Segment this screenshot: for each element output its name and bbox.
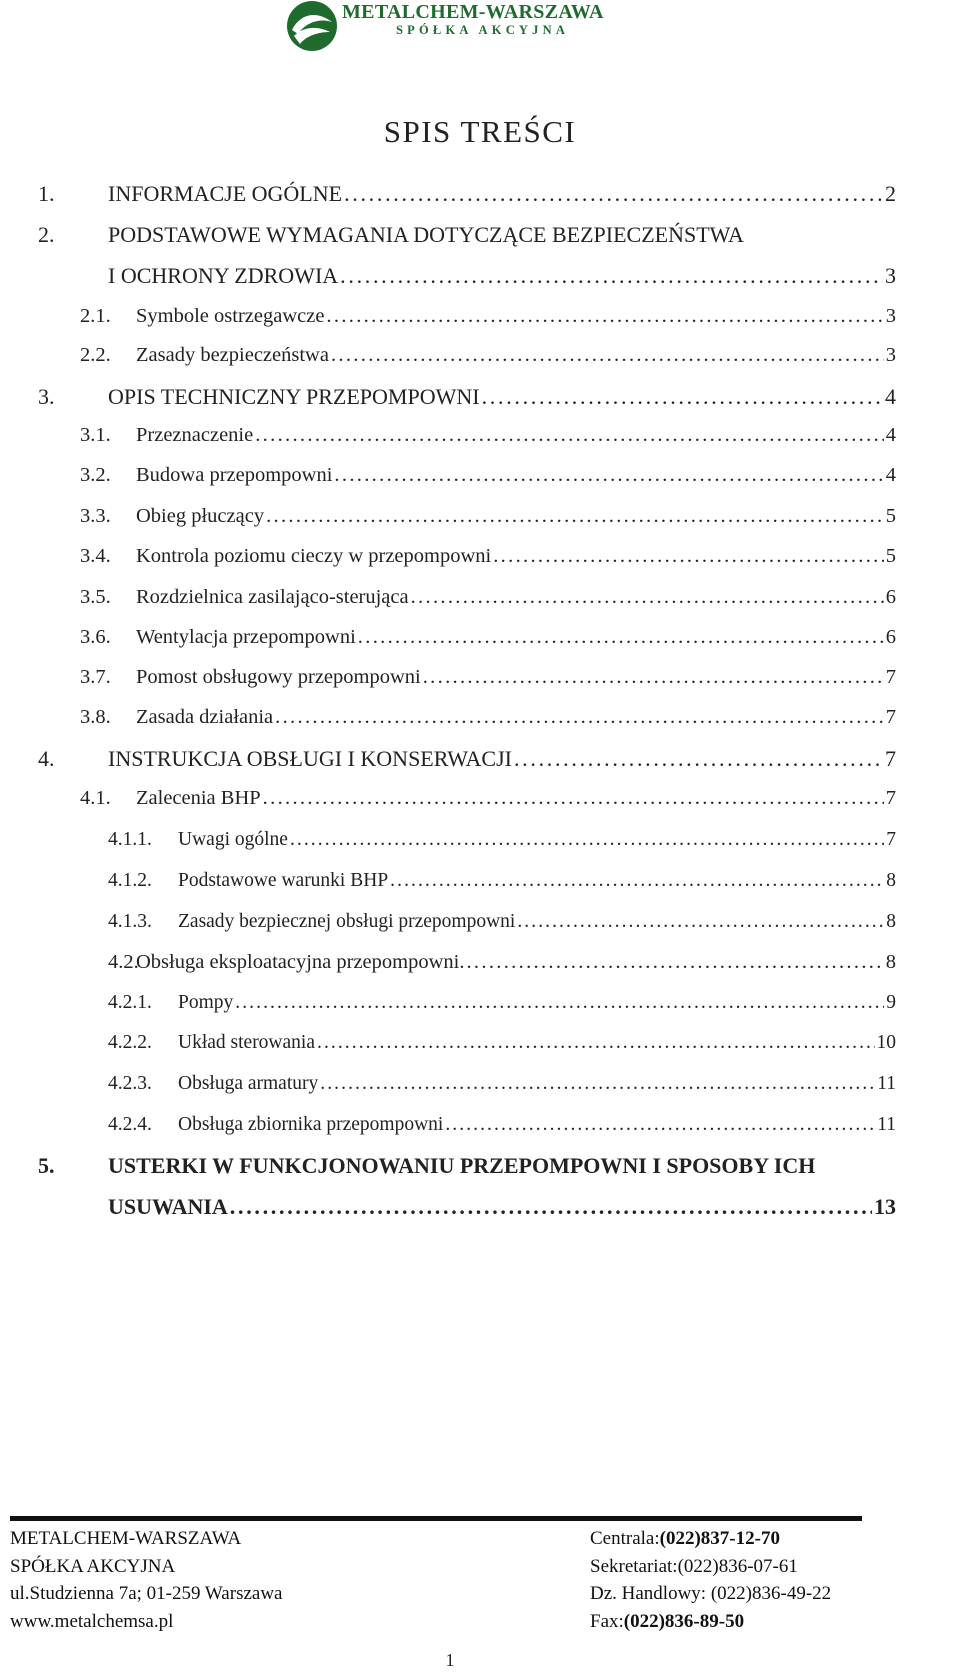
toc-number: 2. xyxy=(38,222,55,247)
toc-leader xyxy=(517,911,884,933)
toc-page: 8 xyxy=(886,870,896,891)
footer-contact-info xyxy=(590,1525,831,1635)
toc-page: 2 xyxy=(885,181,896,206)
footer-company-info xyxy=(10,1525,283,1635)
toc-leader xyxy=(445,1114,875,1136)
toc-leader xyxy=(326,305,883,328)
toc-entry[interactable] xyxy=(0,951,960,991)
page-number: 1 xyxy=(445,1650,455,1670)
toc-page: 7 xyxy=(885,787,896,809)
toc-entry[interactable] xyxy=(0,305,960,345)
toc-leader xyxy=(230,1194,872,1220)
toc-page: 11 xyxy=(877,1114,896,1135)
toc-label: INFORMACJE OGÓLNE xyxy=(108,181,343,206)
toc-page: 5 xyxy=(885,505,896,527)
toc-entry[interactable] xyxy=(0,545,960,585)
toc-entry[interactable] xyxy=(0,626,960,666)
toc-entry[interactable] xyxy=(0,181,960,221)
toc-page: 4 xyxy=(885,464,896,486)
toc-label: Podstawowe warunki BHP xyxy=(178,870,389,891)
toc-label: INSTRUKCJA OBSŁUGI I KONSERWACJI xyxy=(108,746,512,771)
toc-leader xyxy=(358,626,884,649)
toc-label: Uwagi ogólne xyxy=(178,829,288,850)
toc-number: 3.8. xyxy=(80,706,111,728)
toc-label: I OCHRONY ZDROWIA xyxy=(108,263,339,288)
toc-entry[interactable] xyxy=(0,424,960,464)
toc-label: USTERKI W FUNKCJONOWANIU PRZEPOMPOWNI I SPOSOBY ICH xyxy=(108,1153,816,1178)
toc-leader xyxy=(423,666,884,689)
toc-entry[interactable] xyxy=(0,787,960,827)
toc-leader xyxy=(263,787,884,810)
toc-number: 4.2. xyxy=(108,951,139,973)
toc-entry[interactable] xyxy=(0,1032,960,1072)
toc-entry[interactable] xyxy=(0,666,960,706)
toc-label: Obsługa armatury xyxy=(178,1073,319,1094)
footer-centrala xyxy=(590,1525,831,1553)
toc-number: 4.2.1. xyxy=(108,992,152,1013)
toc-entry[interactable] xyxy=(0,870,960,910)
toc-entry[interactable] xyxy=(0,384,960,424)
toc-label: Zasady bezpieczeństwa xyxy=(136,344,329,366)
toc-leader xyxy=(275,706,884,729)
toc-label: USUWANIA xyxy=(108,1194,228,1219)
toc-label: PODSTAWOWE WYMAGANIA DOTYCZĄCE BEZPIECZEŃSTWA xyxy=(108,222,744,247)
toc-leader xyxy=(340,263,883,289)
toc-leader xyxy=(320,1073,875,1095)
footer-website[interactable]: www.metalchemsa.pl xyxy=(10,1610,174,1632)
toc-number: 5. xyxy=(38,1153,55,1178)
toc-entry[interactable] xyxy=(0,464,960,504)
footer-centrala-label: Centrala: xyxy=(590,1528,660,1549)
toc-entry[interactable] xyxy=(0,344,960,384)
toc-number: 2.2. xyxy=(80,344,111,366)
toc-label: Pompy xyxy=(178,992,234,1013)
toc-entry[interactable] xyxy=(0,222,960,262)
toc-page: 7 xyxy=(885,746,896,771)
toc-label: Kontrola poziomu cieczy w przepompowni xyxy=(136,545,492,567)
toc-page: 4 xyxy=(885,384,896,409)
footer-company-name: METALCHEM-WARSZAWA xyxy=(10,1528,242,1549)
toc-leader xyxy=(266,505,884,528)
toc-leader xyxy=(344,181,883,207)
toc-number: 4.2.2. xyxy=(108,1032,152,1053)
toc-page: 11 xyxy=(877,1073,896,1094)
footer-divider xyxy=(10,1516,862,1521)
toc-entry[interactable] xyxy=(0,1114,960,1154)
toc-page: 7 xyxy=(885,706,896,728)
toc-page: 8 xyxy=(886,911,896,932)
toc-page: 10 xyxy=(876,1032,896,1053)
toc-number: 4.1. xyxy=(80,787,111,809)
toc-number: 4.1.1. xyxy=(108,829,152,850)
toc-number: 3.7. xyxy=(80,666,111,688)
toc-number: 2.1. xyxy=(80,305,111,327)
toc-page: 7 xyxy=(885,666,896,688)
toc-label: Budowa przepompowni xyxy=(136,464,333,486)
toc-label: Zasady bezpiecznej obsługi przepompowni xyxy=(178,911,516,932)
toc-page: 5 xyxy=(885,545,896,567)
toc-leader xyxy=(317,1032,875,1054)
toc-number: 1. xyxy=(38,181,55,206)
toc-number: 3.5. xyxy=(80,586,111,608)
toc-number: 4.1.2. xyxy=(108,870,152,891)
toc-leader xyxy=(482,384,883,410)
toc-number: 3.6. xyxy=(80,626,111,648)
footer-fax-value: (022)836-89-50 xyxy=(623,1610,745,1632)
toc-entry[interactable] xyxy=(0,911,960,951)
toc-entry[interactable] xyxy=(0,263,960,303)
toc-number: 4.1.3. xyxy=(108,911,152,932)
toc-entry[interactable] xyxy=(0,1153,960,1193)
toc-label: Rozdzielnica zasilająco-sterująca xyxy=(136,586,409,608)
toc-number: 3.2. xyxy=(80,464,111,486)
company-logo xyxy=(286,0,646,58)
toc-label: Symbole ostrzegawcze xyxy=(136,305,325,327)
toc-label: Zasada działania xyxy=(136,706,274,728)
toc-leader xyxy=(390,870,884,892)
toc-page: 4 xyxy=(885,424,896,446)
toc-label: Obieg płuczący xyxy=(136,505,265,527)
toc-number: 3.1. xyxy=(80,424,111,446)
metalchem-logo-icon xyxy=(286,0,338,52)
toc-page: 7 xyxy=(886,829,896,850)
toc-entry[interactable] xyxy=(0,1073,960,1113)
toc-leader xyxy=(514,746,883,772)
toc-page: 3 xyxy=(885,305,896,327)
footer-company-type: SPÓŁKA AKCYJNA xyxy=(10,1555,176,1577)
footer-address: ul.Studzienna 7a; 01-259 Warszawa xyxy=(10,1583,283,1604)
toc-entry[interactable] xyxy=(0,586,960,626)
toc-label: Przeznaczenie xyxy=(136,424,254,446)
toc-entry[interactable] xyxy=(0,829,960,869)
toc-label: Pomost obsługowy przepompowni xyxy=(136,666,421,688)
toc-leader xyxy=(290,829,884,851)
toc-entry[interactable] xyxy=(0,746,960,786)
toc-label: Układ sterowania xyxy=(178,1032,315,1053)
footer-fax-label: Fax: xyxy=(590,1610,624,1632)
toc-number: 3. xyxy=(38,384,55,409)
page-title: SPIS TREŚCI xyxy=(383,114,577,149)
toc-number: 3.3. xyxy=(80,505,111,527)
toc-page: 8 xyxy=(885,951,896,973)
toc-page: 3 xyxy=(885,344,896,366)
toc-number: 4. xyxy=(38,746,55,771)
toc-page: 3 xyxy=(885,263,896,288)
toc-page: 6 xyxy=(885,626,896,648)
footer-handlowy: Dz. Handlowy: (022)836-49-22 xyxy=(590,1583,832,1604)
toc-leader xyxy=(411,586,884,609)
toc-page: 6 xyxy=(885,586,896,608)
toc-leader xyxy=(235,992,884,1014)
toc-entry[interactable] xyxy=(0,992,960,1032)
toc-leader xyxy=(334,464,883,487)
toc-page: 9 xyxy=(886,992,896,1013)
toc-label: Zalecenia BHP xyxy=(136,787,261,809)
footer-sekretariat: Sekretariat:(022)836-07-61 xyxy=(590,1555,798,1577)
toc-label: Obsługa zbiornika przepompowni xyxy=(178,1114,444,1135)
footer-centrala-value: (022)837-12-70 xyxy=(659,1528,780,1549)
toc-leader xyxy=(466,951,883,974)
toc-label: OPIS TECHNICZNY PRZEPOMPOWNI xyxy=(108,384,480,409)
toc-number: 4.2.4. xyxy=(108,1114,152,1135)
toc-leader xyxy=(493,545,884,568)
logo-company-name: METALCHEM-WARSZAWA xyxy=(342,1,604,23)
toc-label: Obsługa eksploatacyjna przepompowni. xyxy=(136,951,465,973)
toc-label: Wentylacja przepompowni xyxy=(136,626,356,648)
toc-entry[interactable] xyxy=(0,1194,960,1234)
toc-page: 13 xyxy=(874,1194,896,1219)
footer-fax xyxy=(590,1608,831,1636)
toc-leader xyxy=(331,344,884,367)
toc-entry[interactable] xyxy=(0,706,960,746)
toc-number: 3.4. xyxy=(80,545,111,567)
toc-number: 4.2.3. xyxy=(108,1073,152,1094)
toc-leader xyxy=(255,424,884,447)
toc-entry[interactable] xyxy=(0,505,960,545)
logo-company-subtitle: SPÓŁKA AKCYJNA xyxy=(396,23,570,37)
